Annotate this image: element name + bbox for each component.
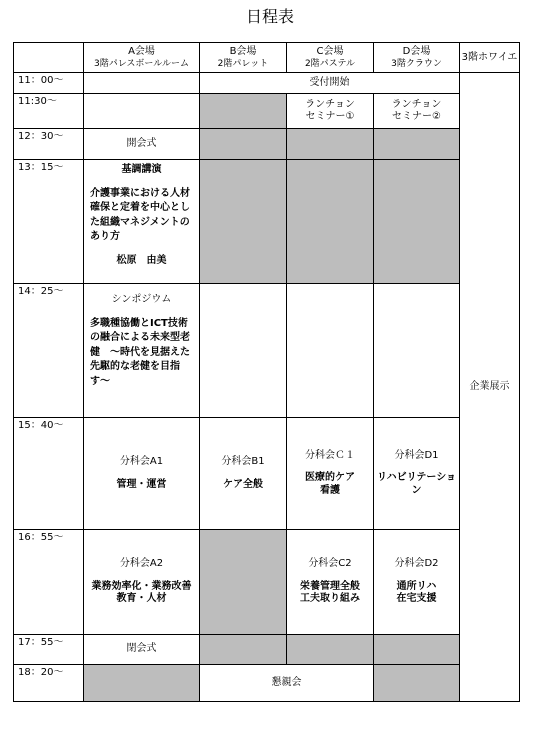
session-c2	[287, 530, 374, 635]
header-venue-a	[84, 43, 200, 73]
unused-cell	[374, 635, 460, 665]
session-a1-topic: 管理・運営	[116, 478, 167, 490]
unused-cell	[287, 129, 374, 160]
time-cell: 15：40〜	[14, 418, 84, 530]
party-cell: 懇親会	[200, 665, 374, 702]
session-c2-name: 分科会C2	[308, 558, 352, 570]
unused-cell	[374, 129, 460, 160]
symposium-heading: シンポジウム	[111, 294, 172, 305]
venue-c-room: 2階パステル	[304, 59, 356, 70]
unused-cell	[287, 635, 374, 665]
lunch-1-line2: セミナー①	[305, 111, 355, 122]
time-cell: 13：15〜	[14, 160, 84, 284]
session-b1-name: 分科会B1	[221, 456, 265, 467]
row-1315	[14, 160, 520, 284]
lunch-seminar-1	[287, 94, 374, 129]
unused-cell	[200, 94, 287, 129]
opening-cell: 開会式	[84, 129, 200, 160]
time-cell: 11:30〜	[14, 94, 84, 129]
lunch-seminar-2	[374, 94, 460, 129]
symposium-cell	[84, 284, 200, 418]
row-1230	[14, 129, 520, 160]
unused-cell	[84, 665, 200, 702]
session-d1-name: 分科会D1	[394, 449, 439, 461]
venue-a-name: A会場	[128, 45, 155, 57]
row-1130	[14, 94, 520, 129]
unused-cell	[200, 129, 287, 160]
header-venue-b	[200, 43, 287, 73]
session-d2	[374, 530, 460, 635]
session-c1-topic2: 看護	[320, 484, 340, 496]
keynote-heading: 基調講演	[121, 164, 162, 175]
empty-cell	[84, 73, 200, 94]
venue-a-room: 3階パレスボールルーム	[93, 59, 190, 70]
row-1100	[14, 73, 520, 94]
session-c1-topic1: 医療的ケア	[305, 472, 355, 484]
venue-c-name: C会場	[316, 45, 344, 57]
keynote-speaker: 松原 由美	[116, 254, 167, 266]
session-a1-name: 分科会A1	[119, 456, 164, 467]
page-title: 日程表	[245, 7, 294, 26]
venue-d-room: 3階クラウン	[391, 59, 442, 70]
row-1820	[14, 665, 520, 702]
header-venue-c	[287, 43, 374, 73]
session-b1-topic: ケア全般	[223, 478, 263, 490]
session-a2-name: 分科会A2	[119, 558, 164, 570]
session-d1-topic: リハビリテーション	[376, 472, 457, 496]
session-c2-topic2: 工夫取り組み	[300, 593, 360, 605]
venue-d-name: D会場	[402, 45, 431, 57]
row-1540	[14, 418, 520, 530]
session-c2-topic1: 栄養管理全般	[300, 580, 360, 592]
session-c1-name: 分科会Ｃ１	[305, 449, 355, 461]
schedule-table	[13, 42, 520, 702]
row-1755	[14, 635, 520, 665]
session-c1	[287, 418, 374, 530]
session-b1	[200, 418, 287, 530]
row-1425	[14, 284, 520, 418]
unused-cell	[200, 160, 287, 284]
session-a2-topic2: 教育・人材	[116, 593, 167, 605]
row-1655	[14, 530, 520, 635]
unused-cell	[374, 160, 460, 284]
session-d2-topic2: 在宅支援	[396, 593, 437, 605]
reception-cell: 受付開始	[200, 73, 460, 94]
session-a2	[84, 530, 200, 635]
unused-cell	[374, 665, 460, 702]
session-a1	[84, 418, 200, 530]
empty-cell	[200, 284, 287, 418]
venue-b-name: B会場	[229, 45, 257, 57]
lunch-1-line1: ランチョン	[305, 98, 355, 110]
empty-cell	[287, 284, 374, 418]
time-cell: 12：30〜	[14, 129, 84, 160]
unused-cell	[287, 160, 374, 284]
keynote-body: 介護事業における人材確保と定着を中心とした組織マネジメントのあり方	[90, 187, 190, 242]
session-d2-topic1: 通所リハ	[396, 580, 437, 592]
time-cell: 16：55〜	[14, 530, 84, 635]
header-venue-e: 3階ホワイエ	[460, 43, 520, 73]
expo-cell: 企業展示	[460, 73, 520, 702]
unused-cell	[200, 635, 287, 665]
session-d2-name: 分科会D2	[394, 558, 439, 570]
closing-cell: 閉会式	[84, 635, 200, 665]
session-d1	[374, 418, 460, 530]
empty-cell	[374, 284, 460, 418]
time-cell: 18：20〜	[14, 665, 84, 702]
header-venue-d	[374, 43, 460, 73]
time-cell: 11：00〜	[14, 73, 84, 94]
session-a2-topic1: 業務効率化・業務改善	[91, 580, 192, 592]
header-row	[14, 43, 520, 73]
unused-cell	[200, 530, 287, 635]
venue-b-room: 2階パレット	[217, 59, 269, 70]
header-corner	[14, 43, 84, 73]
empty-cell	[84, 94, 200, 129]
keynote-cell	[84, 160, 200, 284]
lunch-2-line1: ランチョン	[391, 98, 442, 110]
symposium-body: 多職種協働とICT技術の融合による未来型老健 〜時代を見据えた先駆的な老健を目指す〜	[90, 317, 190, 387]
time-cell: 17：55〜	[14, 635, 84, 665]
time-cell: 14：25〜	[14, 284, 84, 418]
lunch-2-line2: セミナー②	[392, 111, 441, 122]
